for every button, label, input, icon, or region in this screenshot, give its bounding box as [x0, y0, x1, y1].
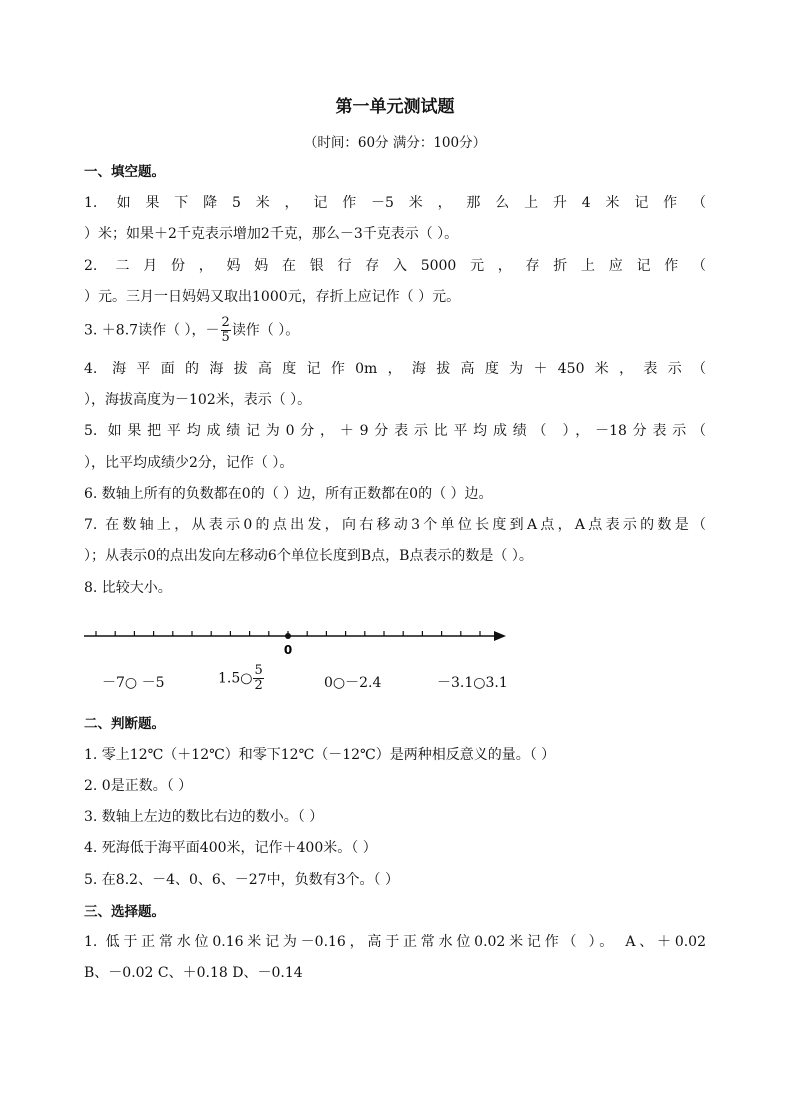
compare-item-1: －7○ －5 [102, 675, 165, 691]
compare-item-2-text: 1.5○ [218, 670, 253, 687]
fill-question-2-line-1: 2. 二月份，妈妈在银行存入5000元，存折上应记作（ [84, 258, 706, 274]
number-line-origin-point [285, 633, 291, 639]
compare-item-4: －3.1○3.1 [437, 675, 508, 691]
fraction-denominator: 2 [254, 678, 263, 693]
judge-question-3: 3. 数轴上左边的数比右边的数小。（ ） [84, 809, 324, 825]
compare-item-3: 0○－2.4 [324, 675, 382, 691]
fraction-five-halves [253, 664, 263, 693]
fill-question-7-line-1: 7. 在数轴上，从表示0的点出发，向右移动3个单位长度到A点，A点表示的数是（ [84, 517, 706, 533]
fill-question-3 [84, 316, 299, 345]
fill-question-1-line-2: ）米；如果＋2千克表示增加2千克，那么－3千克表示（ ）。 [84, 226, 459, 242]
number-line-arrow-icon [494, 631, 506, 641]
fill-question-5-line-1: 5. 如果把平均成绩记为0分，＋9分表示比平均成绩（ ），－18分表示（ [84, 423, 706, 439]
section-judge-heading: 二、判断题。 [84, 716, 165, 732]
judge-question-4: 4. 死海低于海平面400米，记作＋400米。（ ） [84, 840, 377, 856]
number-line [80, 620, 520, 662]
fill-question-7-line-2: ）；从表示0的点出发向左移动6个单位长度到B点，B点表示的数是（ ）。 [84, 548, 533, 564]
choice-question-1-line-1: 1. 低于正常水位0.16米记为－0.16，高于正常水位0.02米记作（ ）。 A、＋0.02 [84, 934, 706, 950]
fill-question-4-line-1: 4. 海平面的海拔高度记作0m，海拔高度为＋450米，表示（ [84, 361, 706, 377]
fill-question-5-line-2: ），比平均成绩少2分，记作（ ）。 [84, 455, 294, 471]
fraction-denominator: 5 [221, 330, 230, 345]
number-line-zero-label: 0 [283, 643, 293, 657]
fill-question-4-line-2: ），海拔高度为－102米，表示（ ）。 [84, 392, 312, 408]
fill-question-6: 6. 数轴上所有的负数都在0的（ ）边，所有正数都在0的（ ）边。 [84, 486, 493, 502]
fill-question-3-part-2: 读作（ ）。 [231, 322, 300, 339]
fill-question-8: 8. 比较大小。 [84, 580, 172, 596]
choice-question-1-line-2: B、－0.02 C、＋0.18 D、－0.14 [84, 965, 303, 981]
page-title: 第一单元测试题 [335, 97, 455, 117]
judge-question-1: 1. 零上12℃（＋12℃）和零下12℃（－12℃）是两种相反意义的量。（ ） [84, 747, 556, 763]
section-fill-heading: 一、填空题。 [84, 164, 165, 180]
fraction-numerator: 2 [221, 315, 230, 330]
fill-question-3-part-1: 3. ＋8.7读作（ ），－ [84, 322, 220, 339]
section-choice-heading: 三、选择题。 [84, 904, 165, 920]
judge-question-2: 2. 0是正数。（ ） [84, 778, 193, 794]
compare-item-2 [218, 664, 265, 693]
fraction-two-fifths [221, 316, 231, 345]
fraction-numerator: 5 [254, 663, 263, 678]
fill-question-1-line-1: 1. 如果下降5米，记作－5米，那么上升4米记作（ [84, 195, 706, 211]
judge-question-5: 5. 在8.2、－4、0、6、－27中，负数有3个。（ ） [84, 872, 399, 888]
page-subtitle: （时间：60分 满分：100分） [303, 135, 487, 151]
fill-question-2-line-2: ）元。三月一日妈妈又取出1000元，存折上应记作（ ）元。 [84, 289, 461, 305]
